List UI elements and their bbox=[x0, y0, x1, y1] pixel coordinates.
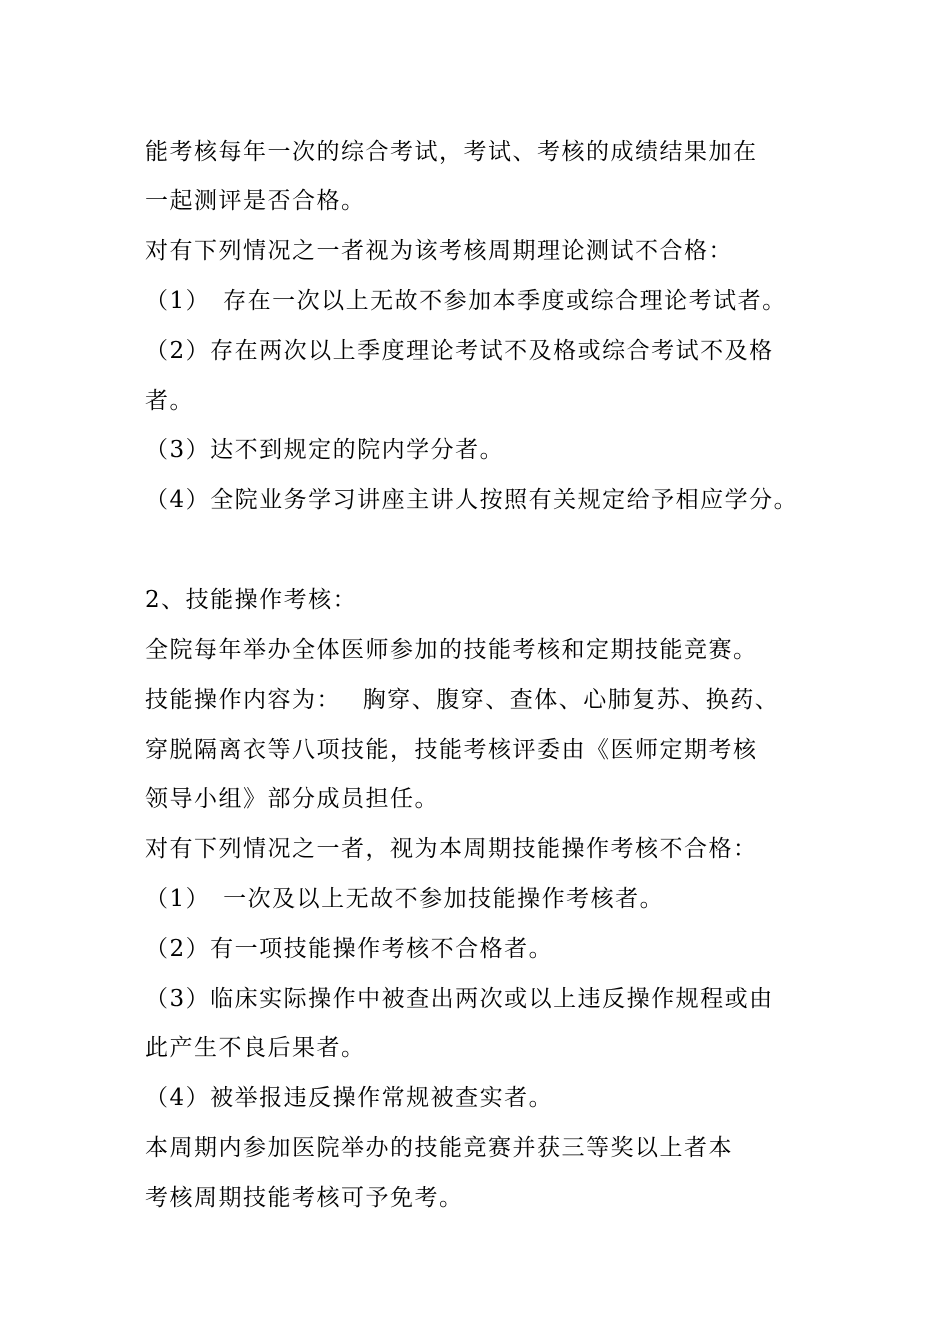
text-line: 对有下列情况之一者视为该考核周期理论测试不合格： bbox=[145, 238, 733, 264]
text-line: （4）全院业务学习讲座主讲人按照有关规定给予相应学分。 bbox=[145, 487, 799, 513]
text-line: 本周期内参加医院举办的技能竞赛并获三等奖以上者本 bbox=[145, 1135, 733, 1161]
section-heading: 2、技能操作考核： bbox=[145, 587, 358, 613]
text-line: 能考核每年一次的综合考试，考试、考核的成绩结果加在 bbox=[145, 139, 758, 165]
text-line: （2）有一项技能操作考核不合格者。 bbox=[145, 936, 554, 962]
text-line: 穿脱隔离衣等八项技能，技能考核评委由《医师定期考核 bbox=[145, 737, 758, 763]
text-line: （1） 一次及以上无故不参加技能操作考核者。 bbox=[145, 886, 665, 912]
text-line: 一起测评是否合格。 bbox=[145, 188, 366, 214]
text-line: 此产生不良后果者。 bbox=[145, 1035, 366, 1061]
text-line: 对有下列情况之一者，视为本周期技能操作考核不合格： bbox=[145, 836, 758, 862]
text-line: （4）被举报违反操作常规被查实者。 bbox=[145, 1085, 554, 1111]
text-line: 技能操作内容为： 胸穿、腹穿、查体、心肺复苏、换药、 bbox=[145, 687, 780, 713]
text-line: （3）临床实际操作中被查出两次或以上违反操作规程或由 bbox=[145, 986, 774, 1012]
text-line: （2）存在两次以上季度理论考试不及格或综合考试不及格 bbox=[145, 338, 774, 364]
text-line: 者。 bbox=[145, 388, 194, 414]
text-line: 全院每年举办全体医师参加的技能考核和定期技能竞赛。 bbox=[145, 637, 758, 663]
text-line: 考核周期技能考核可予免考。 bbox=[145, 1185, 464, 1211]
text-line: （1） 存在一次以上无故不参加本季度或综合理论考试者。 bbox=[145, 288, 787, 314]
text-line: （3）达不到规定的院内学分者。 bbox=[145, 437, 505, 463]
text-line: 领导小组》部分成员担任。 bbox=[145, 786, 439, 812]
